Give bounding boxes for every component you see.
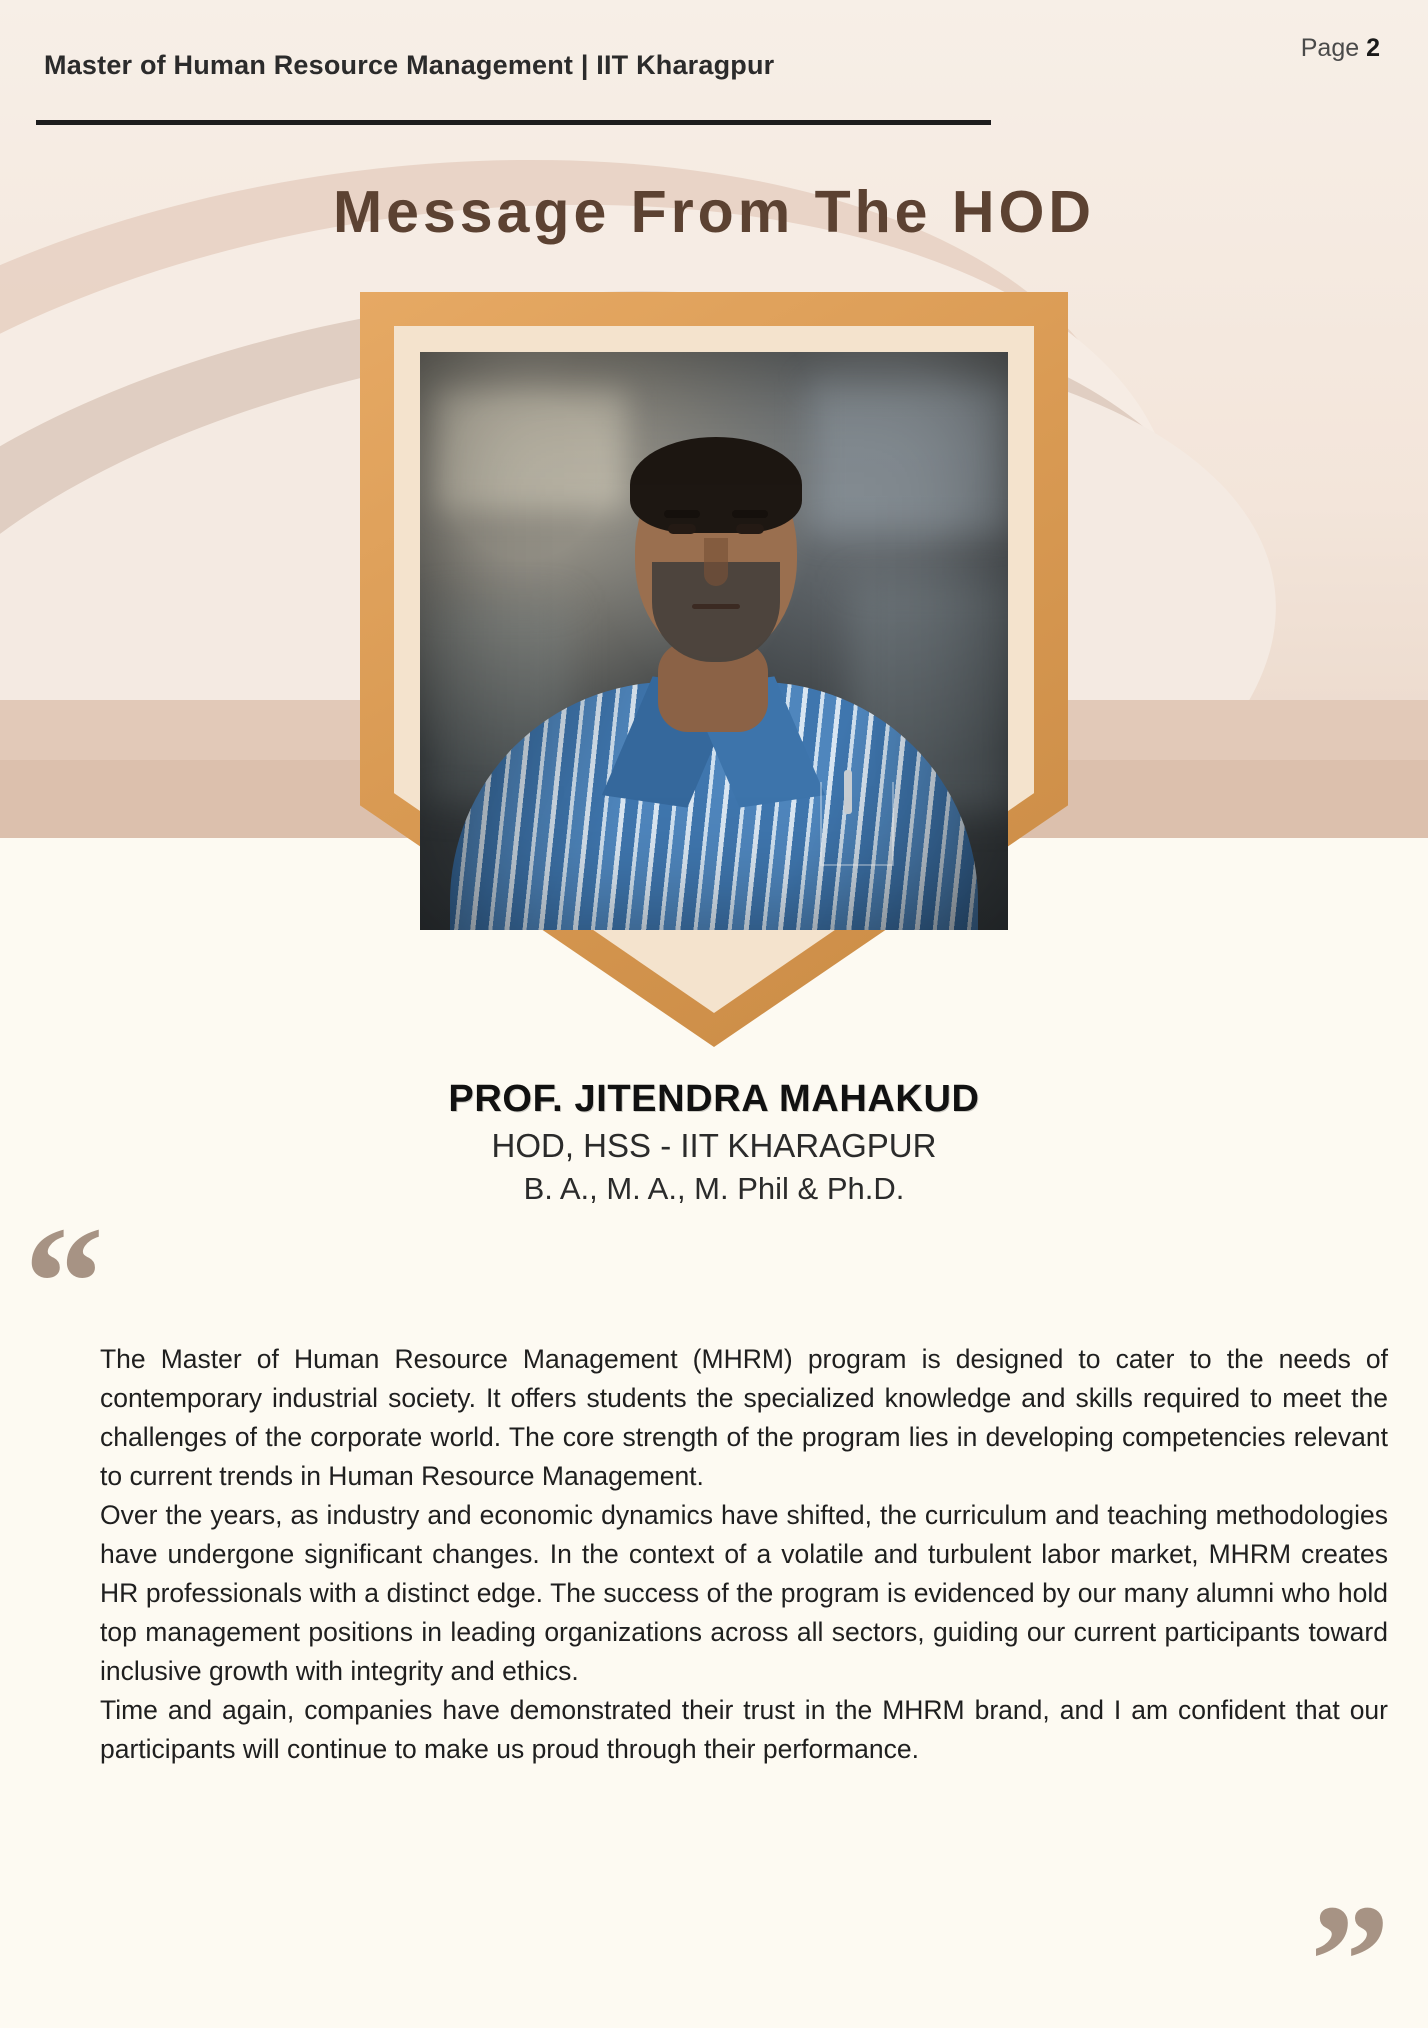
message-paragraph: Over the years, as industry and economic dynamics have shifted, the curriculum and teaching methodologies have undergone significant changes. In the context of a volatile and turbulent labor market, MHRM creates HR professionals with a distinct edge. The success of the program is evidenced by our many alumni who hold top management positions in leading organizations across all sectors, guiding our current participants toward inclusive growth with integrity and ethics. bbox=[100, 1500, 1388, 1686]
portrait-badge bbox=[360, 292, 1068, 1052]
hod-portrait-image bbox=[420, 352, 1008, 930]
header-title: Master of Human Resource Management | IIT Kharagpur bbox=[44, 50, 775, 80]
message-paragraph: Time and again, companies have demonstrated their trust in the MHRM brand, and I am confident that our participants will continue to make us proud through their performance. bbox=[100, 1695, 1388, 1764]
hod-message-body bbox=[100, 1340, 1388, 1769]
message-paragraph: The Master of Human Resource Management (MHRM) program is designed to cater to the needs of contemporary industrial society. It offers students the specialized knowledge and skills required to meet the challenges of the corporate world. The core strength of the program lies in developing competencies relevant to current trends in Human Resource Management. bbox=[100, 1344, 1388, 1491]
page-number bbox=[1301, 34, 1380, 63]
page-number-value: 2 bbox=[1366, 34, 1380, 62]
quote-open-icon: “ bbox=[24, 1193, 104, 1371]
page-number-label: Page bbox=[1300, 34, 1360, 62]
hod-identity-block bbox=[0, 1078, 1428, 1207]
hod-degrees: B. A., M. A., M. Phil & Ph.D. bbox=[523, 1171, 905, 1206]
hod-role: HOD, HSS - IIT KHARAGPUR bbox=[491, 1127, 937, 1164]
hod-name: PROF. JITENDRA MAHAKUD bbox=[448, 1078, 980, 1120]
page-header bbox=[0, 0, 1428, 130]
portrait-vignette bbox=[420, 352, 1008, 930]
page-title: Message From The HOD bbox=[333, 179, 1095, 245]
header-divider bbox=[36, 120, 991, 125]
quote-close-icon: ” bbox=[1310, 1871, 1390, 2028]
